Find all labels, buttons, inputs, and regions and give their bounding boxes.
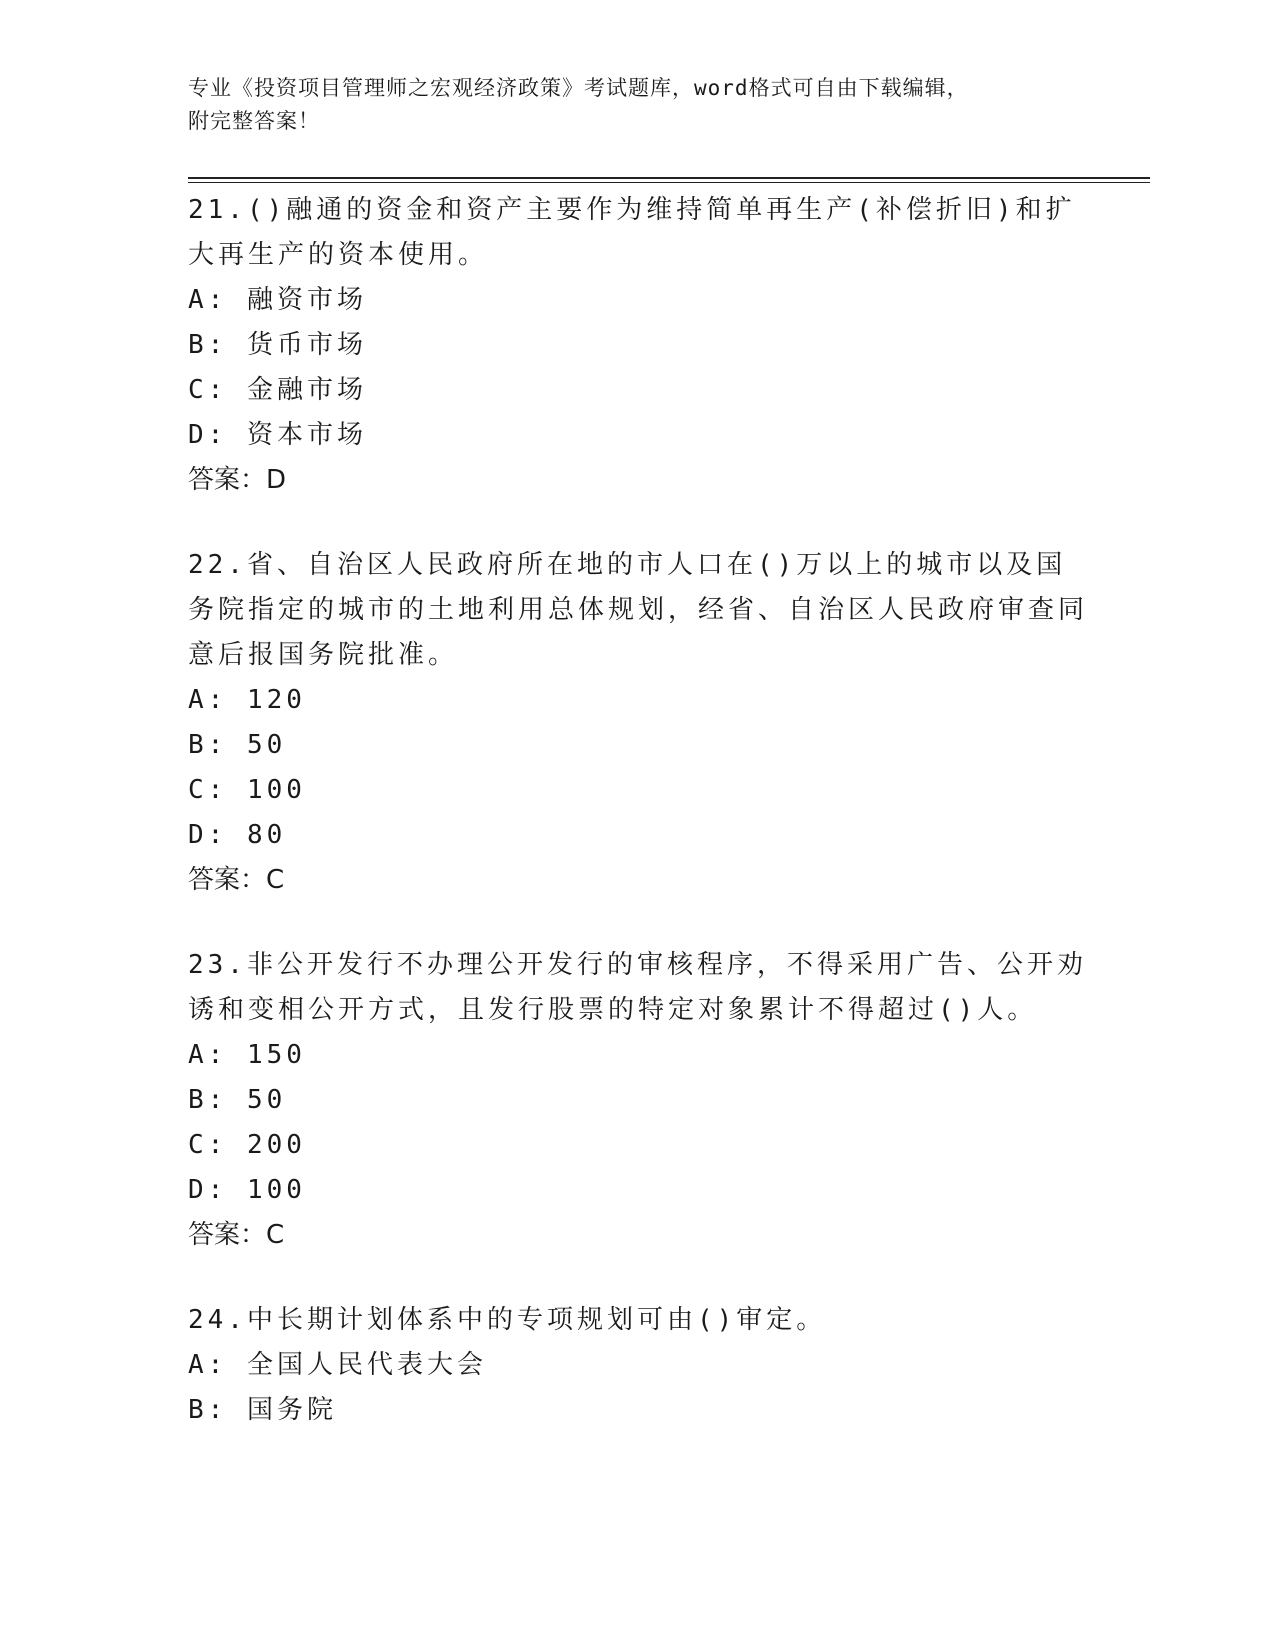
header-divider-thin: [188, 182, 1150, 183]
question-24: [188, 1298, 1088, 1433]
option-b: B: 50: [188, 1085, 287, 1115]
answer-text: 答案：D: [188, 465, 287, 495]
option-c: C: 200: [188, 1130, 306, 1160]
question-22: [188, 543, 1088, 903]
question-23: [188, 943, 1088, 1258]
option-d: D: 80: [188, 820, 287, 850]
question-list: [188, 188, 1088, 1473]
document-header: [188, 72, 1088, 138]
option-d: D: 资本市场: [188, 420, 367, 450]
question-stem: 24.中长期计划体系中的专项规划可由()审定。: [188, 1305, 827, 1335]
answer-text: 答案：C: [188, 865, 285, 895]
question-stem: 21.()融通的资金和资产主要作为维持简单再生产(补偿折旧)和扩大再生产的资本使用。: [188, 195, 1076, 270]
question-stem: 22.省、自治区人民政府所在地的市人口在()万以上的城市以及国务院指定的城市的土地利用总体规划，经省、自治区人民政府审查同意后报国务院批准。: [188, 550, 1089, 670]
option-c: C: 金融市场: [188, 375, 367, 405]
option-a: A: 120: [188, 685, 306, 715]
option-a: A: 全国人民代表大会: [188, 1350, 487, 1380]
option-a: A: 150: [188, 1040, 306, 1070]
option-b: B: 50: [188, 730, 287, 760]
option-d: D: 100: [188, 1175, 306, 1205]
header-line-1: 专业《投资项目管理师之宏观经济政策》考试题库，word格式可自由下载编辑，: [188, 76, 969, 100]
question-21: [188, 188, 1088, 503]
header-line-2: 附完整答案！: [188, 109, 320, 133]
option-c: C: 100: [188, 775, 306, 805]
option-a: A: 融资市场: [188, 285, 367, 315]
option-b: B: 国务院: [188, 1395, 337, 1425]
option-b: B: 货币市场: [188, 330, 367, 360]
question-stem: 23.非公开发行不办理公开发行的审核程序，不得采用广告、公开劝诱和变相公开方式，且发行股票的特定对象累计不得超过()人。: [188, 950, 1087, 1025]
answer-text: 答案：C: [188, 1220, 285, 1250]
header-divider-thick: [188, 177, 1150, 179]
